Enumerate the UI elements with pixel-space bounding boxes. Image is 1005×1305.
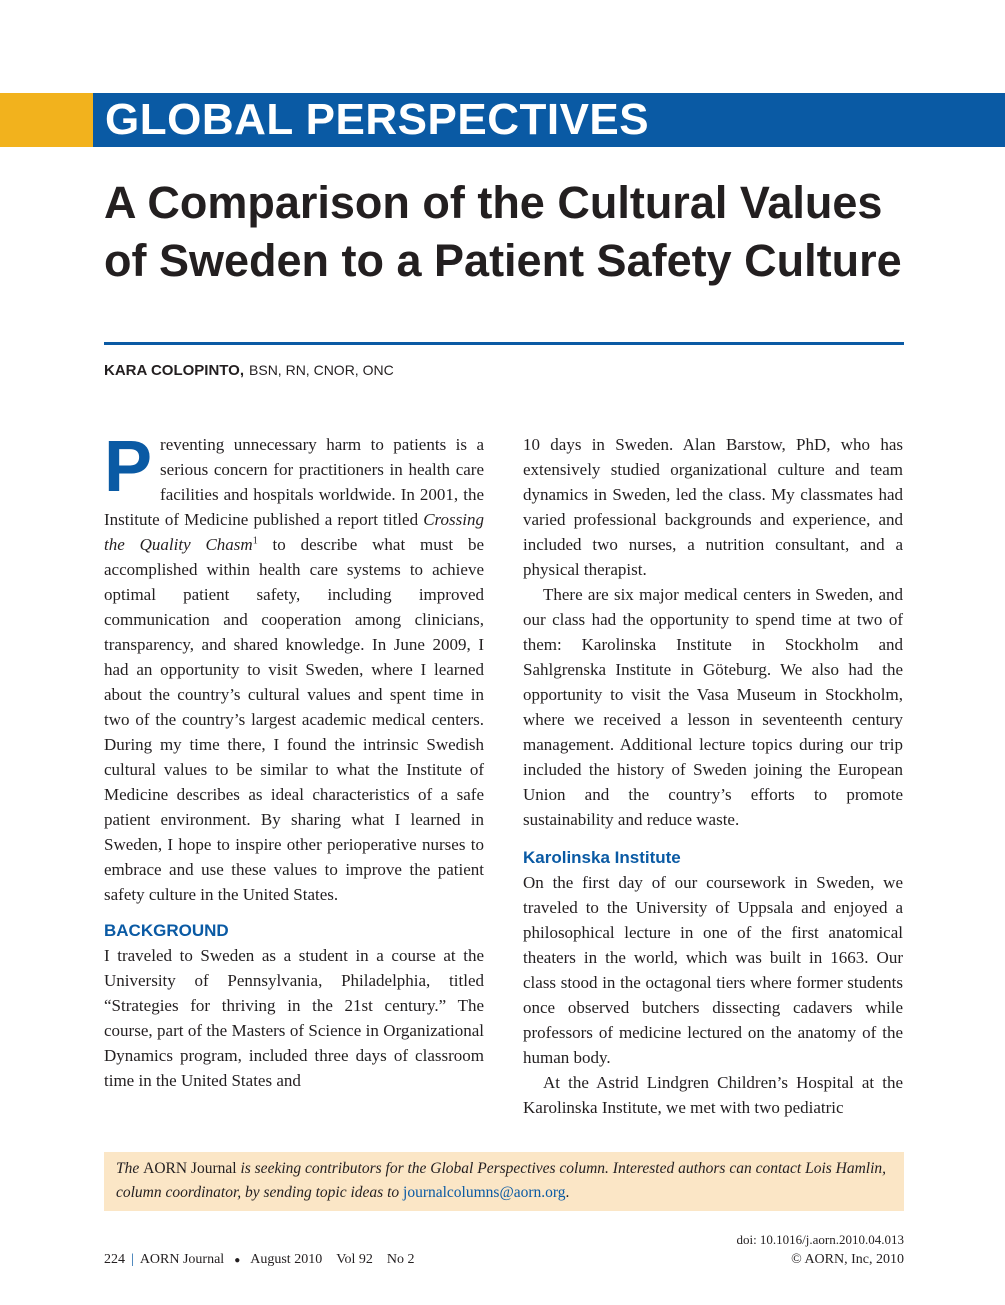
report-title: Crossing the Quality Chasm xyxy=(104,510,484,554)
notice-period: . xyxy=(565,1184,570,1201)
banner-accent xyxy=(0,93,93,147)
right-column xyxy=(523,432,903,1120)
author-name: KARA COLOPINTO, xyxy=(104,362,245,379)
karolinska-heading: Karolinska Institute xyxy=(523,848,681,867)
doi: doi: 10.1016/j.aorn.2010.04.013 xyxy=(736,1232,904,1247)
page-footer xyxy=(104,1251,415,1270)
author-credentials: BSN, RN, CNOR, ONC xyxy=(249,362,394,378)
footer-volume: Vol 92 xyxy=(336,1252,373,1267)
section-banner xyxy=(93,93,1005,147)
background-heading: BACKGROUND xyxy=(104,921,229,940)
intro-text-start: reventing unnecessary harm to patients is a serious concern for practitioners in health care facilities and hospitals worldwide. In 2001, the Institute of Medicine published a report titled xyxy=(104,435,484,529)
footer-separator: | xyxy=(131,1252,134,1267)
footer-issue: No 2 xyxy=(386,1252,415,1267)
notice-the: The xyxy=(116,1160,144,1177)
background-paragraph: I traveled to Sweden as a student in a course at the University of Pennsylvania, Philadelphia, titled “Strategies for thriving in the 21st century.” The course, part of the Masters of Science in Organizational Dynamics program, included three days of classroom time in the United States and xyxy=(104,946,484,1090)
page-number: 224 xyxy=(104,1252,125,1267)
hospital-paragraph: At the Astrid Lindgren Children’s Hospital at the Karolinska Institute, we met with two pediatric xyxy=(523,1073,903,1117)
medical-centers-paragraph: There are six major medical centers in Sweden, and our class had the opportunity to spend time at two of them: Karolinska Institute in Stockholm and Sahlgrenska Institute in Göteburg. We also had the opportunity to visit the Vasa Museum in Stockholm, where we received a lesson in seventeenth century management. Additional lecture topics during our trip included the history of Sweden joining the European Union and the country’s efforts to promote sustainability and reduce waste. xyxy=(523,585,903,829)
course-paragraph: 10 days in Sweden. Alan Barstow, PhD, who has extensively studied organizational culture and team dynamics in Sweden, led the class. My classmates had varied professional backgrounds and experience, and included two nurses, a nutrition consultant, and a physical therapist. xyxy=(523,435,903,579)
footer-bullet: ● xyxy=(234,1255,241,1266)
intro-text-end: to describe what must be accomplished within health care systems to achieve optimal patient safety, including improved communication and cooperation among clinicians, transparency, and shared knowledge. In June 2009, I had an opportunity to visit Sweden, where I learned about the country’s cultural values and spent time in two of the country’s largest academic medical centers. During my time there, I found the intrinsic Swedish cultural values to be similar to what the Institute of Medicine describes as ideal characteristics of a safe patient environment. By sharing what I learned in Sweden, I hope to inspire other perioperative nurses to embrace and use these values to improve the patient safety culture in the United States. xyxy=(104,535,484,904)
intro-paragraph xyxy=(104,427,484,907)
notice-text: is seeking contributors for the Global Perspectives column. Interested authors can contact Lois Hamlin, column coordinator, by sending topic ideas to xyxy=(116,1160,887,1201)
left-column xyxy=(104,427,484,1093)
footer-date: August 2010 xyxy=(250,1252,323,1267)
drop-cap: P xyxy=(104,427,153,507)
reference-marker: 1 xyxy=(252,535,258,547)
copyright: © AORN, Inc, 2010 xyxy=(791,1252,904,1267)
title-divider xyxy=(104,342,904,345)
contributors-notice xyxy=(104,1152,904,1211)
banner-label: GLOBAL PERSPECTIVES xyxy=(105,95,650,144)
uppsala-paragraph: On the first day of our coursework in Sweden, we traveled to the University of Uppsala and enjoyed a philosophical lecture in one of the first anatomical theaters in the world, which was built in 1663. Our class stood in the octagonal tiers where former students once observed butchers dissecting cadavers while professors of medicine lectured on the anatomy of the human body. xyxy=(523,873,903,1067)
contact-email-link[interactable]: journalcolumns@aorn.org xyxy=(403,1184,566,1201)
author-line xyxy=(104,362,394,379)
footer-journal: AORN Journal xyxy=(139,1252,225,1267)
notice-journal-name: AORN Journal xyxy=(143,1160,237,1177)
article-title: A Comparison of the Cultural Values of Sweden to a Patient Safety Culture xyxy=(104,177,902,286)
